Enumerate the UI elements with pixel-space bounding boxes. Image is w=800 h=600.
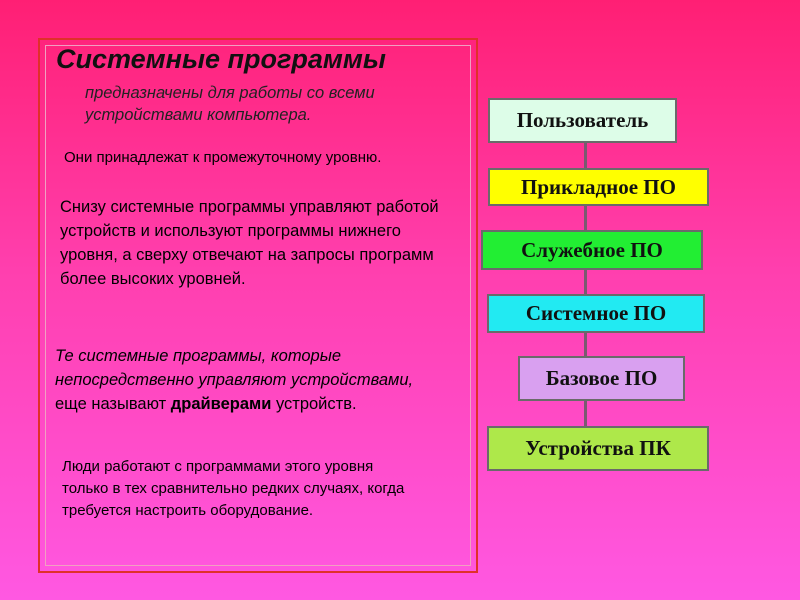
paragraph-people-use: Люди работают с программами этого уровня только в тех сравнительно редких случаях, когда требуется настроить оборудование. xyxy=(62,458,405,519)
stack-box-utility-software xyxy=(481,230,703,270)
stack-box-base-software xyxy=(518,356,685,401)
stack-box-label: Устройства ПК xyxy=(525,436,671,460)
drivers-italic-part: Те системные программы, которые непосредственно управляют устройствами, xyxy=(55,347,414,389)
drivers-bold-term: драйверами xyxy=(170,395,272,413)
intro-text: предназначены для работы со всеми устройствами компьютера. xyxy=(85,84,375,124)
stack-box-application-software xyxy=(488,168,709,206)
stack-box-label: Служебное ПО xyxy=(521,237,663,262)
stack-box-pc-devices xyxy=(487,426,709,471)
stack-box-label: Прикладное ПО xyxy=(521,174,676,199)
paragraph-drivers xyxy=(55,344,445,416)
drivers-plain-end: устройств. xyxy=(271,395,357,413)
stack-box-label: Пользователь xyxy=(516,108,649,132)
slide-title: Системные программы xyxy=(56,44,386,74)
stack-box-label: Системное ПО xyxy=(525,301,667,325)
drivers-plain-part: еще называют xyxy=(55,395,171,413)
stack-box-user xyxy=(488,98,677,143)
paragraph-intermediate-level: Они принадлежат к промежуточному уровню. xyxy=(64,149,382,166)
stack-box-label: Базовое ПО xyxy=(545,366,658,390)
stack-box-system-software xyxy=(487,294,705,333)
paragraph-control-devices: Снизу системные программы управляют работой устройств и используют программы нижнего уровня, а сверху отвечают на запросы программ более высоких уровней. xyxy=(60,198,439,288)
